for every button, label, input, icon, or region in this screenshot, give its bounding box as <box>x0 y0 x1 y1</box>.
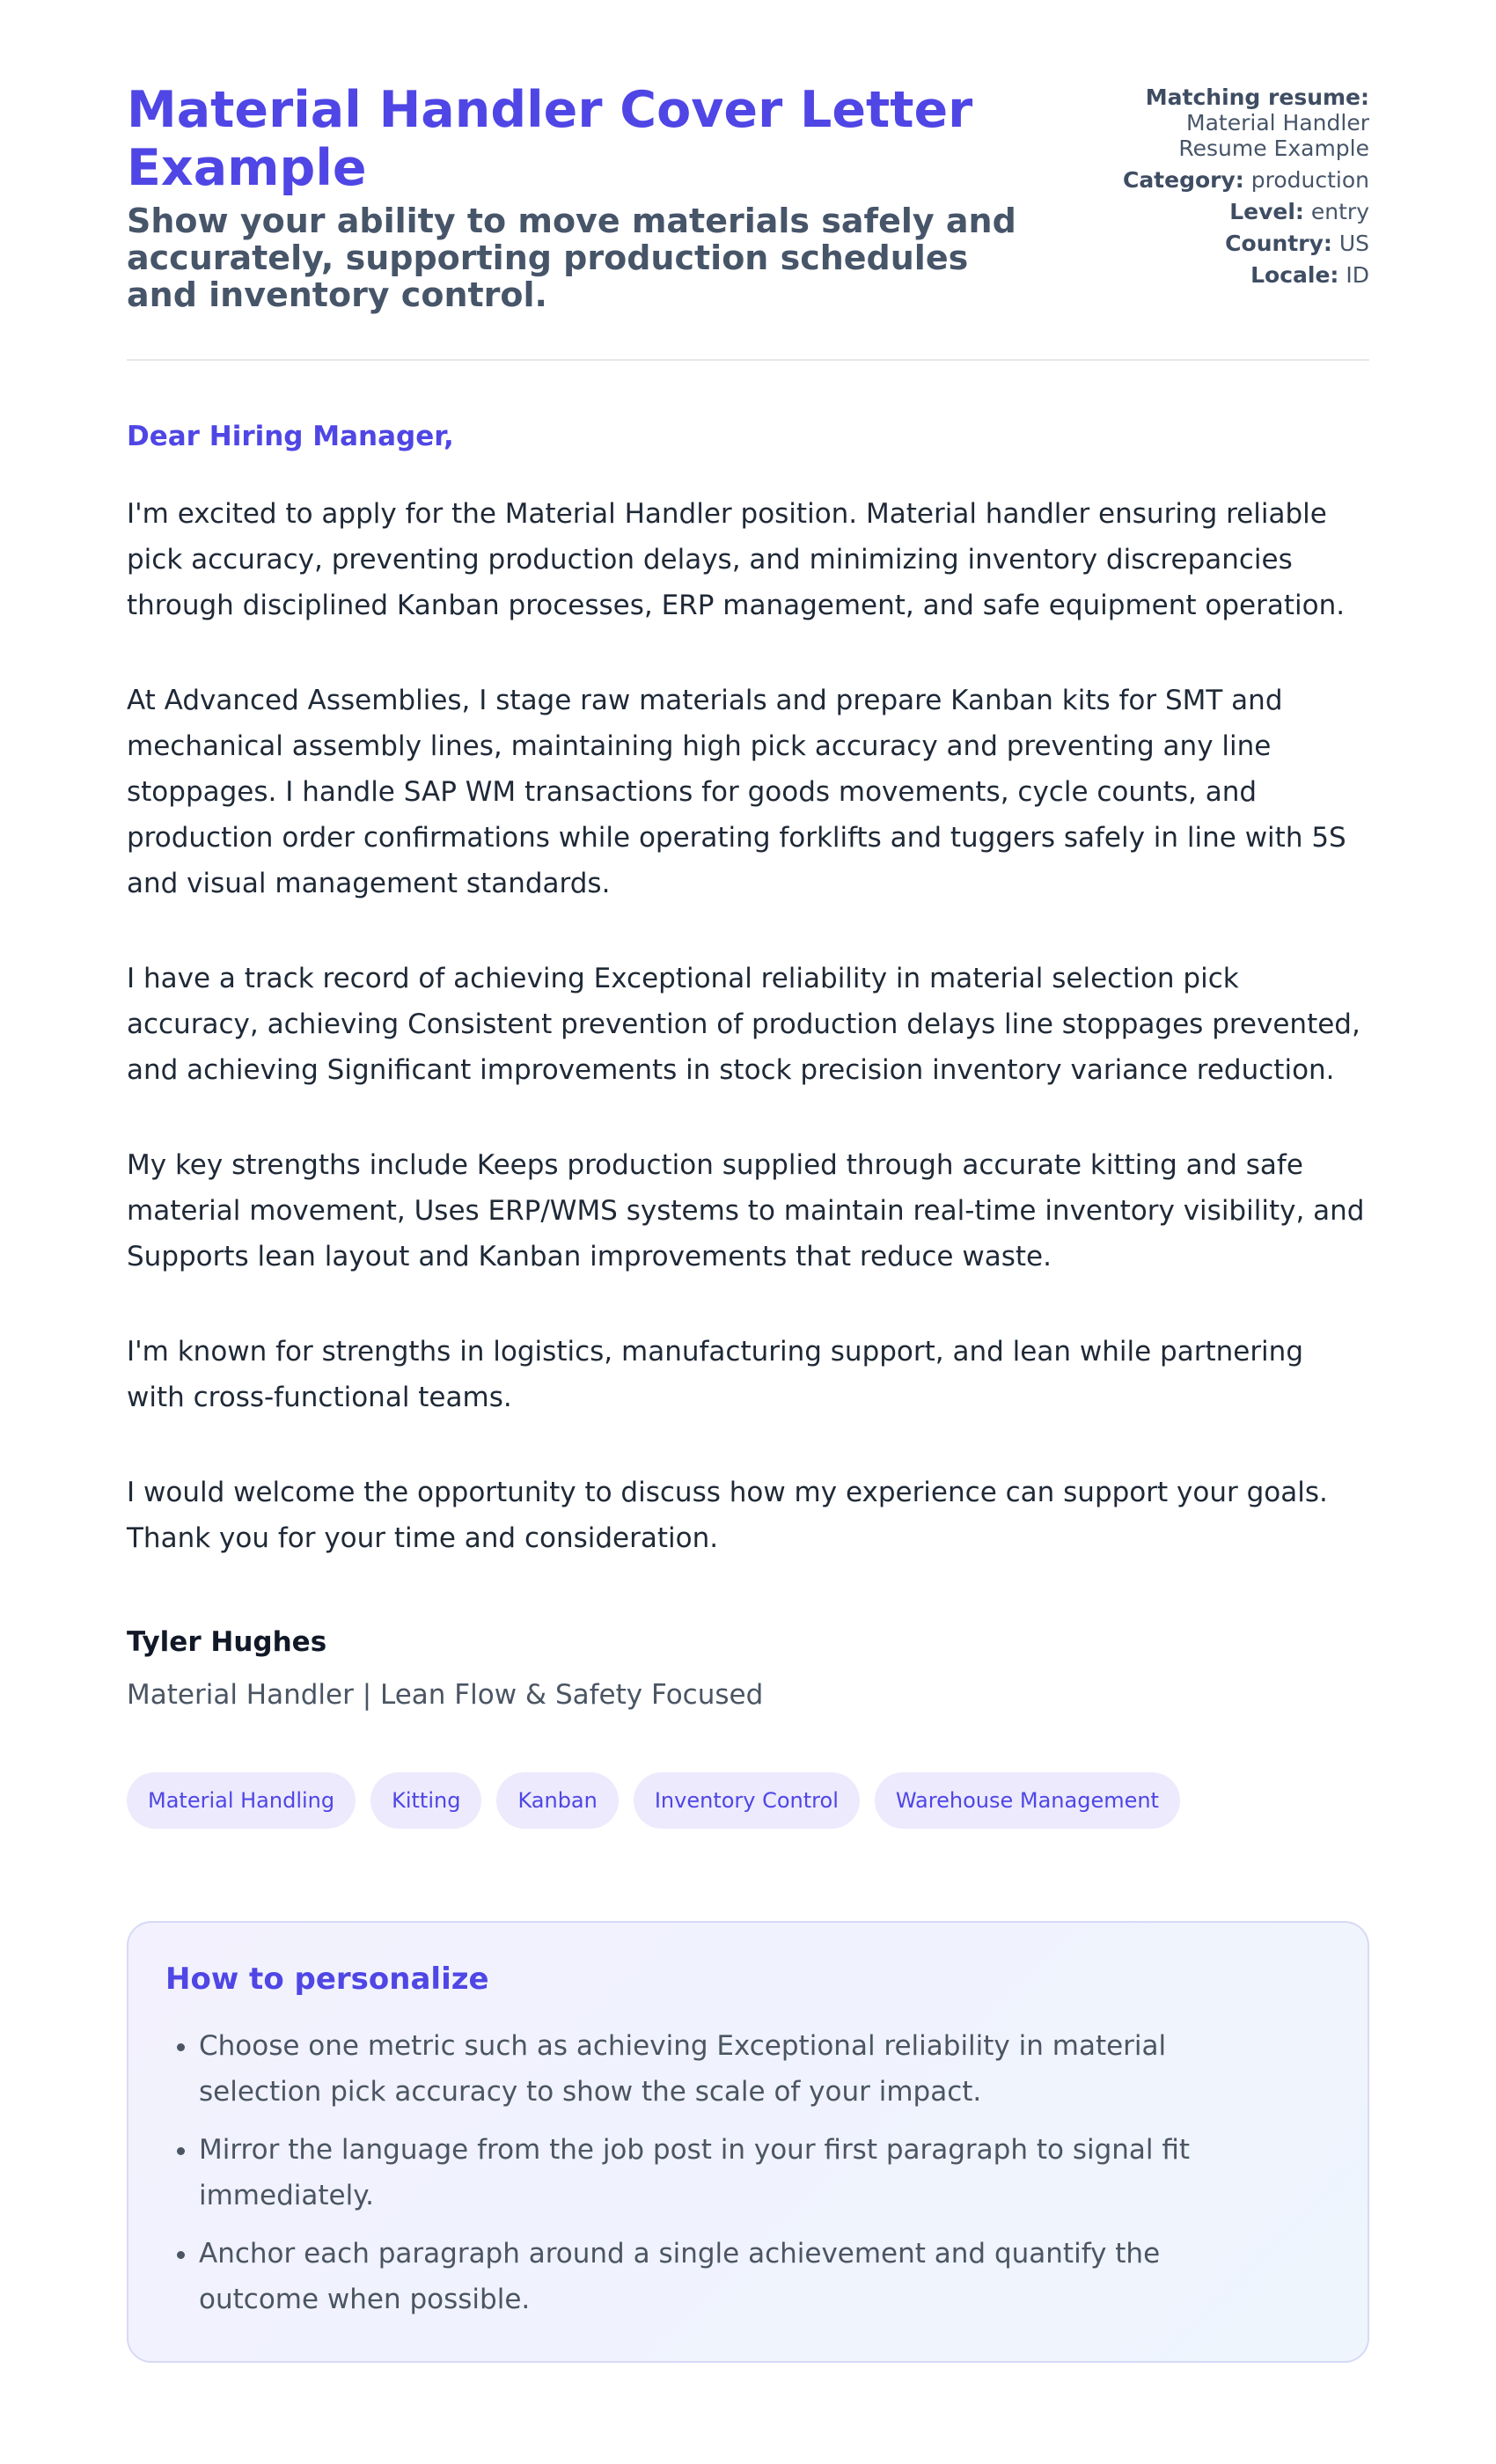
skill-tag: Kanban <box>496 1772 618 1829</box>
tips-list <box>165 2023 1331 2322</box>
meta-country-label: Country: <box>1225 231 1332 256</box>
meta-category-label: Category: <box>1122 167 1244 193</box>
meta-panel <box>1123 81 1369 294</box>
meta-level-label: Level: <box>1229 199 1304 224</box>
letter-paragraph: I'm known for strengths in logistics, manufacturing support, and lean while partnering with cross-functional teams. <box>127 1336 1303 1413</box>
meta-matching-resume <box>1123 84 1369 161</box>
meta-locale-value: ID <box>1346 262 1369 288</box>
tips-item: • Choose one metric such as achieving Exceptional reliability in material selection pick accuracy to show the scale of your impact. <box>199 2023 1331 2115</box>
letter-paragraph: I have a track record of achieving Exceptional reliability in material selection pick accuracy, achieving Consistent prevention of production delays line stoppages prevented, and achieving Significant improvements in stock precision inventory variance reduction. <box>127 963 1360 1086</box>
page-title: Material Handler Cover Letter Example <box>127 81 973 197</box>
meta-country <box>1123 231 1369 256</box>
page-header <box>127 81 1369 361</box>
letter-paragraph: At Advanced Assemblies, I stage raw materials and prepare Kanban kits for SMT and mechanical assembly lines, maintaining high pick accuracy and preventing any line stoppages. I handle SAP WM transactions for goods movements, cycle counts, and production order confirmations while operating forklifts and tuggers safely in line with 5S and visual management standards. <box>127 685 1346 899</box>
meta-matching-resume-label: Matching resume: <box>1145 84 1369 110</box>
header-titles <box>127 81 1042 313</box>
letter-body <box>127 491 1369 1561</box>
letter-paragraph: I would welcome the opportunity to discuss how my experience can support your goals. Thank you for your time and consideration. <box>127 1477 1328 1554</box>
meta-matching-resume-value: Material Handler Resume Example <box>1178 110 1369 161</box>
skill-tag: Material Handling <box>127 1772 356 1829</box>
salutation: Dear Hiring Manager, <box>127 421 454 452</box>
meta-category <box>1123 167 1369 193</box>
skill-tag: Kitting <box>370 1772 481 1829</box>
meta-locale <box>1123 262 1369 288</box>
meta-category-value: production <box>1250 167 1369 193</box>
tips-heading: How to personalize <box>165 1962 489 1997</box>
skill-tags <box>127 1772 1369 1829</box>
meta-locale-label: Locale: <box>1250 262 1339 288</box>
cover-letter-page <box>127 0 1369 2363</box>
personalize-tips-card <box>127 1921 1369 2363</box>
page-subtitle: Show your ability to move materials safely and accurately, supporting production schedules and inventory control. <box>127 202 1016 314</box>
signature-block <box>127 1626 1369 1711</box>
meta-level-value: entry <box>1310 199 1369 224</box>
signature-name: Tyler Hughes <box>127 1626 327 1658</box>
skill-tag: Inventory Control <box>634 1772 860 1829</box>
tips-item: • Anchor each paragraph around a single achievement and quantify the outcome when possible. <box>199 2231 1331 2322</box>
skill-tag: Warehouse Management <box>875 1772 1180 1829</box>
meta-level <box>1123 199 1369 224</box>
tips-item: • Mirror the language from the job post in your first paragraph to signal fit immediately. <box>199 2127 1331 2218</box>
letter-paragraph: I'm excited to apply for the Material Handler position. Material handler ensuring reliable pick accuracy, preventing production delays, and minimizing inventory discrepancies through disciplined Kanban processes, ERP management, and safe equipment operation. <box>127 498 1346 621</box>
meta-country-value: US <box>1338 231 1369 256</box>
signature-title: Material Handler | Lean Flow & Safety Focused <box>127 1679 764 1711</box>
letter-paragraph: My key strengths include Keeps production supplied through accurate kitting and safe material movement, Uses ERP/WMS systems to maintain real-time inventory visibility, and Supports lean layout and Kanban improvements that reduce waste. <box>127 1149 1365 1272</box>
